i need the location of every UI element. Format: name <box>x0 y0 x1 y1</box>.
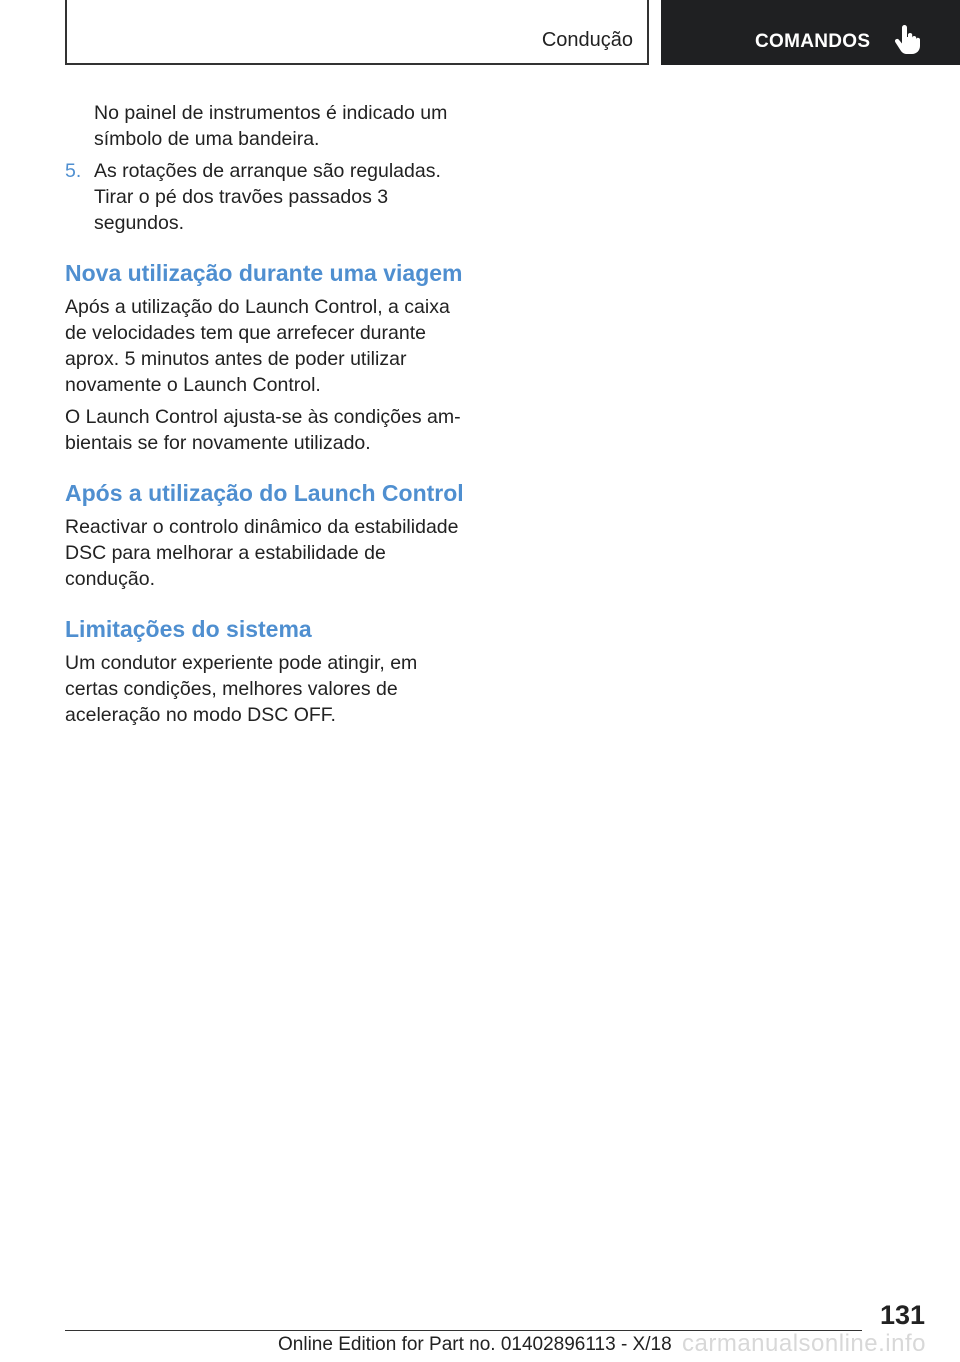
section-heading-nova-utilizacao: Nova utilização durante uma viagem <box>65 260 463 286</box>
step-text: As rotações de arranque são reguladas. Tirar o pé dos travões passados 3 segundos. <box>94 160 441 234</box>
header-chapter-tab <box>661 0 960 65</box>
step-number: 5. <box>65 160 82 182</box>
section3-paragraph-1: Um condutor experiente pode atingir, em certas condições, melhores valores de aceleração no modo DSC OFF. <box>65 652 418 726</box>
step-5 <box>65 158 475 236</box>
hand-pointer-icon <box>894 25 920 55</box>
main-content <box>65 100 475 728</box>
section2-paragraph-1: Reactivar o controlo dinâmico da estabilidade DSC para melhorar a estabilidade de condução. <box>65 516 459 590</box>
intro-paragraph: No painel de instrumentos é indicado um símbolo de uma bandeira. <box>94 102 448 150</box>
page-number: 131 <box>879 1300 925 1330</box>
watermark: carmanualsonline.info <box>682 1330 926 1357</box>
footer-edition-text: Online Edition for Part no. 01402896113 - X/18 <box>278 1334 672 1355</box>
section-heading-limitacoes: Limitações do sistema <box>65 616 312 642</box>
header-section-title: Condução <box>541 29 633 51</box>
section1-paragraph-2: O Launch Control ajusta-se às condições ambientais se for novamente utilizado. <box>65 406 461 454</box>
section1-paragraph-1: Após a utilização do Launch Control, a caixa de velocidades tem que arrefecer durante aprox. 5 minutos antes de poder utilizar novamente o Launch Control. <box>65 296 450 396</box>
header-section-box <box>65 0 649 65</box>
header-chapter-label: COMANDOS <box>755 31 871 52</box>
section-heading-apos-utilizacao: Após a utilização do Launch Control <box>65 480 464 506</box>
